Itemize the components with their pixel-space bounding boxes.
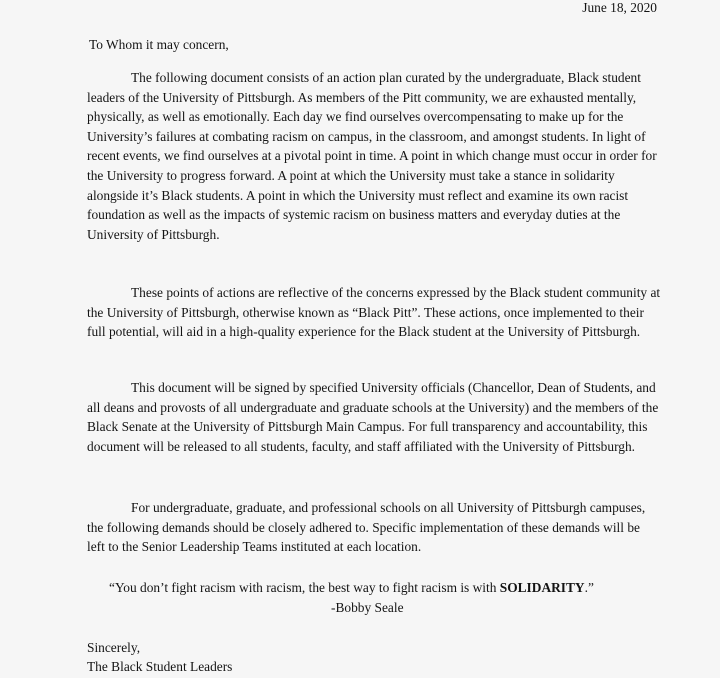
quote-attribution: -Bobby Seale	[331, 600, 404, 615]
signature: The Black Student Leaders	[87, 659, 233, 674]
quote	[0, 578, 720, 598]
closing: Sincerely,	[87, 640, 141, 655]
quote-emphasis: SOLIDARITY	[499, 580, 585, 595]
salutation: To Whom it may concern,	[89, 37, 229, 52]
paragraph-concerns: These points of actions are reflective of the concerns expressed by the Black student community at the University of Pittsburgh, otherwise known as “Black Pitt”. These actions, once implemented to their full potential, will aid in a high-quality experience for the Black student at the University of Pittsburgh.	[87, 285, 661, 340]
paragraph-signatories: This document will be signed by specified University officials (Chancellor, Dean of Students, and all deans and provosts of all undergraduate and graduate schools at the University) and the members of the Black Senate at the University of Pittsburgh Main Campus. For full transparency and accountability, this document will be released to all students, faculty, and staff affiliated with the University of Pittsburgh.	[87, 380, 659, 454]
quote-text-after: .”	[584, 580, 594, 595]
paragraph-implementation: For undergraduate, graduate, and professional schools on all University of Pittsburgh campuses, the following demands should be closely adhered to. Specific implementation of these demands will be left to the Senior Leadership Teams instituted at each location.	[87, 500, 646, 555]
paragraph-intro: The following document consists of an action plan curated by the undergraduate, Black student leaders of the University of Pittsburgh. As members of the Pitt community, we are exhausted mentally, physically, as well as emotionally. Each day we find ourselves overcompensating to make up for the University’s failures at combating racism on campus, in the classroom, and amongst students. In light of recent events, we find ourselves at a pivotal point in time. A point in which change must occur in order for the University to progress forward. A point at which the University must take a stance in solidarity alongside it’s Black students. A point in which the University must reflect and examine its own racist foundation as well as the impacts of systemic racism on business matters and everyday duties at the University of Pittsburgh.	[87, 70, 657, 242]
quote-text-before: “You don’t fight racism with racism, the best way to fight racism is with	[109, 580, 500, 595]
letter-date: June 18, 2020	[582, 0, 657, 15]
